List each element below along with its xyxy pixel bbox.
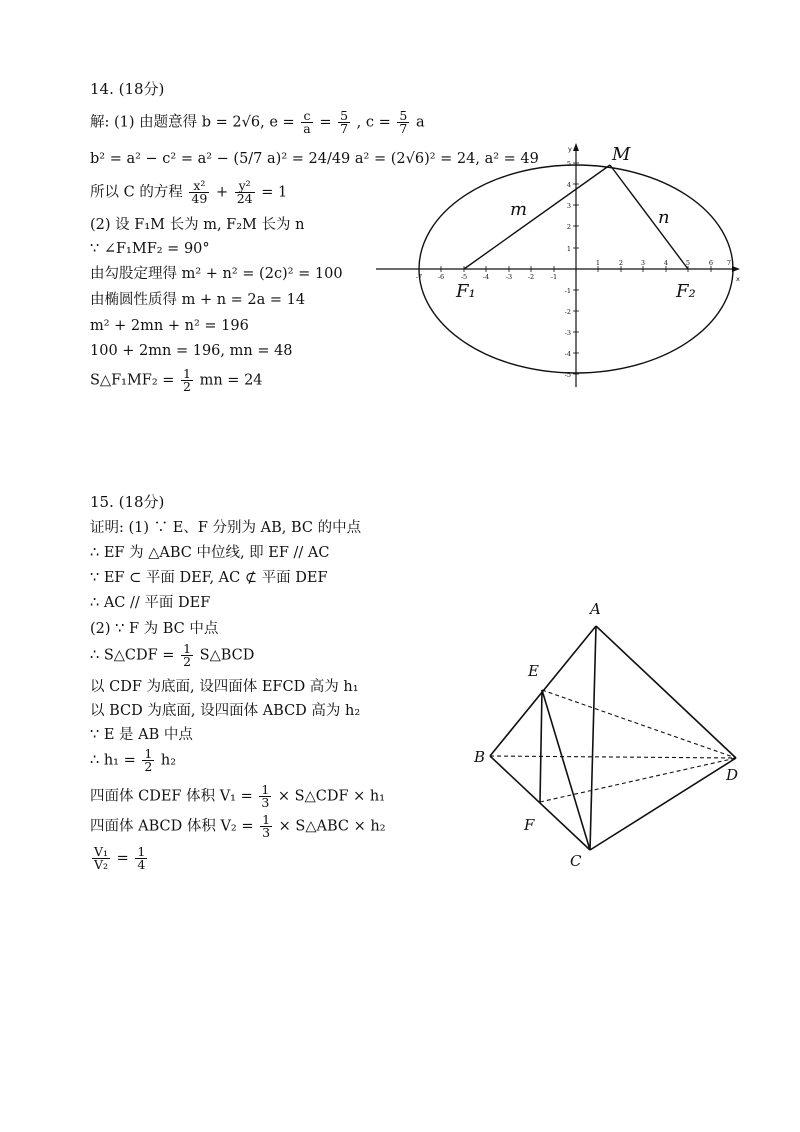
fraction: $\frac{1}{2}$ xyxy=(183,641,192,669)
y-tick-label: 2 xyxy=(566,223,571,231)
y-tick-label: 3 xyxy=(566,202,571,210)
x-tick-label: -1 xyxy=(550,273,558,281)
p14-line-7: 由椭圆性质得 m + n = 2a = 14 xyxy=(90,292,306,308)
x-tick-label: 2 xyxy=(618,259,624,267)
x-tick-label: 4 xyxy=(663,259,669,267)
y-tick-label: 1 xyxy=(566,245,571,253)
fraction: $\frac{1}{3}$ xyxy=(262,812,271,840)
vertex-label-c: C xyxy=(570,852,582,870)
point-label-m: M xyxy=(612,144,631,165)
y-tick-label: -1 xyxy=(564,287,571,295)
edge-ef xyxy=(540,690,542,802)
p15-line-5: (2) ∵ F 为 BC 中点 xyxy=(90,621,219,637)
p14-line-5: ∵ ∠F₁MF₂ = 90° xyxy=(90,241,210,257)
x-tick-label: -5 xyxy=(460,273,468,281)
y-tick-label: -3 xyxy=(564,329,571,337)
vertex-label-b: B xyxy=(474,748,486,766)
x-tick-label: 3 xyxy=(640,259,646,267)
p15-line-1: 证明: (1) ∵ E、F 分别为 AB, BC 的中点 xyxy=(90,520,362,536)
x-tick-label: -2 xyxy=(527,273,535,281)
fraction: $\frac{5}{7}$ xyxy=(340,108,349,136)
p14-line-3: 所以 C 的方程 $\frac{\text{x²}}{49}$ + $\frac{\text{y²}}{24}$ = 1 xyxy=(90,178,288,206)
point-label-f2: F₂ xyxy=(676,281,696,302)
p15-line-4: ∴ AC // 平面 DEF xyxy=(90,595,211,611)
fraction: $\frac{1}{2}$ xyxy=(144,746,153,774)
y-tick-label: 5 xyxy=(566,160,571,168)
vertex-label-a: A xyxy=(590,600,601,618)
edge-ac xyxy=(590,626,596,850)
x-tick-label: -7 xyxy=(415,273,423,281)
p15-line-7: 以 CDF 为底面, 设四面体 EFCD 高为 h₁ xyxy=(90,679,359,695)
p15-line-3: ∵ EF ⊂ 平面 DEF, AC ⊄ 平面 DEF xyxy=(90,570,328,586)
vertex-label-f: F xyxy=(524,816,535,834)
p14-line-1: 解: (1) 由题意得 b = 2√6, e = $\frac{c}{a}$ = $\frac{5}{7}$ , c = $\frac{5}{7}$ a xyxy=(90,108,425,136)
p14-line-6: 由勾股定理得 m² + n² = (2c)² = 100 xyxy=(90,266,343,282)
p14-line-2: b² = a² − c² = a² − (5/7 a)² = 24/49 a² = (2√6)² = 24, a² = 49 xyxy=(90,151,539,167)
edge-cd xyxy=(590,758,739,850)
point-label-f1: F₁ xyxy=(456,281,476,302)
x-tick-label: 1 xyxy=(595,259,601,267)
problem-15-title: 15. (18分) xyxy=(90,493,165,511)
p15-line-13: $\frac{\text{V₁}}{\text{V₂}}$ = $\frac{1}{4}$ xyxy=(94,844,146,872)
p15-line-8: 以 BCD 为底面, 设四面体 ABCD 高为 h₂ xyxy=(90,703,361,719)
x-tick-label: -4 xyxy=(482,273,490,281)
fraction: $\frac{1}{4}$ xyxy=(137,844,146,872)
p14-line-4: (2) 设 F₁M 长为 m, F₂M 长为 n xyxy=(90,217,305,233)
x-tick-label: 6 xyxy=(708,259,714,267)
y-tick-label: -5 xyxy=(564,371,571,379)
y-tick-label: -2 xyxy=(564,308,571,316)
problem-15 xyxy=(90,0,490,900)
x-axis-label: x xyxy=(736,275,740,283)
fraction: $\frac{\text{V₁}}{\text{V₂}}$ xyxy=(94,844,109,872)
vertex-label-d: D xyxy=(726,766,739,784)
p15-line-10: ∴ h₁ = $\frac{1}{2}$ h₂ xyxy=(90,746,177,774)
x-tick-label: -6 xyxy=(437,273,445,281)
segment-label-n: n xyxy=(658,207,670,228)
fraction: $\frac{5}{7}$ xyxy=(399,108,408,136)
p15-line-2: ∴ EF 为 △ABC 中位线, 即 EF // AC xyxy=(90,545,330,561)
fraction: $\frac{1}{3}$ xyxy=(261,782,270,810)
fraction: $\frac{1}{2}$ xyxy=(183,366,191,394)
fraction: $\frac{c}{a}$ xyxy=(303,108,311,136)
p15-line-6: ∴ S△CDF = $\frac{1}{2}$ S△BCD xyxy=(90,641,255,669)
edge-ad xyxy=(596,626,736,758)
p14-line-9: 100 + 2mn = 196, mn = 48 xyxy=(90,343,293,359)
y-axis-label: y xyxy=(568,145,572,153)
edge-ec xyxy=(542,690,590,850)
y-axis-arrow xyxy=(573,143,579,151)
segment-label-m: m xyxy=(510,199,528,220)
x-tick-label: -3 xyxy=(505,273,513,281)
dashed-edges xyxy=(490,690,739,802)
x-tick-label: 5 xyxy=(685,259,691,267)
fraction: $\frac{\text{x²}}{49}$ xyxy=(191,178,208,206)
segment-f2m xyxy=(610,165,691,269)
p14-line-10: S△F₁MF₂ = $\frac{1}{2}$ mn = 24 xyxy=(90,366,263,394)
tetrahedron-figure xyxy=(460,590,760,880)
p14-line-8: m² + 2mn + n² = 196 xyxy=(90,318,249,334)
p15-line-9: ∵ E 是 AB 中点 xyxy=(90,727,193,743)
fraction: $\frac{\text{y²}}{24}$ xyxy=(236,178,253,206)
p15-line-11: 四面体 CDEF 体积 V₁ = $\frac{1}{3}$ × S△CDF × h₁ xyxy=(90,782,386,810)
edge-ed xyxy=(542,690,736,758)
problem-14-title: 14. (18分) xyxy=(90,80,165,98)
y-tick-label: 4 xyxy=(566,181,571,189)
p15-line-12: 四面体 ABCD 体积 V₂ = $\frac{1}{3}$ × S△ABC × h₂ xyxy=(90,812,386,840)
x-tick-label: 7 xyxy=(726,259,732,267)
edge-bd xyxy=(490,756,736,758)
y-tick-label: -4 xyxy=(564,350,571,358)
vertex-label-e: E xyxy=(528,662,539,680)
